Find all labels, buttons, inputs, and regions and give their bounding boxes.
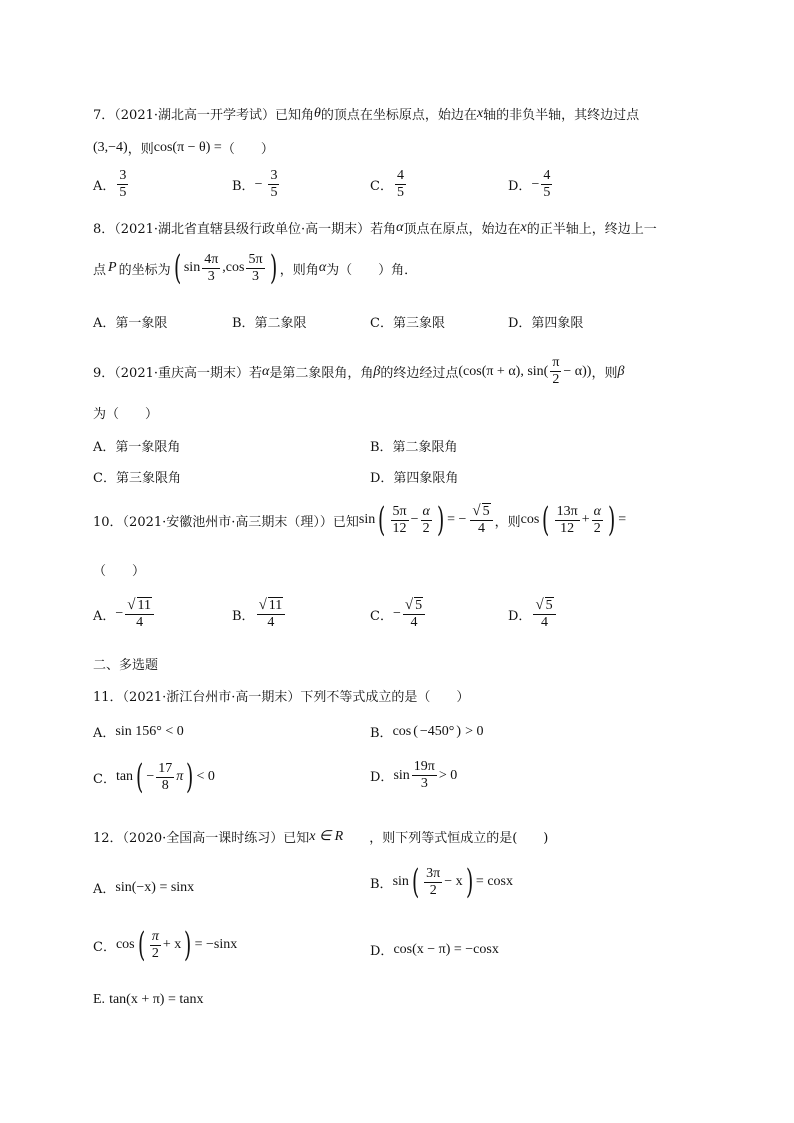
option-fraction [125,598,154,630]
option-fraction [424,867,442,898]
q9-point-part2: − α)) [563,363,592,379]
q8-alpha: α [396,219,404,235]
option-label: B． [232,608,255,624]
numerator: 3 [270,168,278,183]
option-label: A． [93,179,116,194]
q9-mid: 是第二象限角，角 [269,366,374,381]
option-label: B． [370,726,393,741]
option-label: A． [93,608,116,624]
q9-stem [93,356,624,387]
option-label: A． [93,882,116,897]
q9-tail: 的终边经过点 [380,366,459,381]
q7-ask: ，则 [127,142,154,157]
denominator: 2 [593,520,601,536]
option-expression-rel: > 0 [465,723,484,739]
q8-x: x [520,219,527,235]
option-expression-tan: tan [115,769,134,784]
option-expression-cos: cos [392,723,412,739]
option-fraction [412,760,437,791]
q8-comma-cos: ,cos [222,260,245,275]
option-expression: cos(x − π) = −cosx [393,941,499,957]
option-expression-sin: sin [393,767,410,783]
q11-option-a [93,722,184,741]
denominator: 3 [420,776,428,791]
q9-point-part1: (cos(π + α), sin( [458,363,549,379]
numerator: α [593,503,601,519]
right-paren: ) [184,925,192,965]
denominator: 2 [422,520,430,536]
denominator: 8 [161,777,169,793]
q12-tail: ，则下列等式恒成立的是( ) [369,831,549,846]
option-label: A． [93,726,116,741]
q12-option-a [93,878,194,897]
q7-stem [93,104,639,123]
right-paren: ) [436,500,445,540]
q8-stem [93,218,657,237]
option-sign: − [531,176,540,192]
q9-option-d: D．第四象限角 [370,471,459,486]
q8-line2c: ，则角 [279,262,319,278]
q8-line2b: 的坐标为 [118,262,171,278]
numerator: α [422,503,430,519]
option-label: C． [370,179,393,194]
numerator: 4π [204,251,219,267]
radical-sign: √ [472,503,481,519]
numerator: 5π [248,251,263,267]
left-paren: ( [411,862,420,902]
numerator: 3 [119,168,127,183]
q10-plus: + [581,512,590,527]
radical-sign: √ [404,597,414,613]
left-paren: ( [173,248,181,288]
radical-sign: √ [535,597,544,613]
denominator: 12 [560,520,575,536]
option-fraction [533,598,555,630]
q8-option-d: D．第四象限 [508,316,584,331]
q7-option-d [508,169,554,200]
denominator: 2 [429,882,437,898]
q9-alpha: α [262,363,270,379]
q12-option-d [370,940,499,959]
q8-lead: 8．（2021·湖北省直辖县级行政单位·高一期末）若角 [93,222,397,237]
denominator: 3 [251,268,259,284]
q9-stem-line2: 为（ ） [93,407,159,422]
denominator: 2 [151,945,159,961]
option-fraction [156,762,174,793]
q8-option-b: B．第二象限 [232,316,307,331]
q12-option-c [93,925,238,965]
q7-option-c [370,169,408,200]
numerator: π [151,928,159,944]
q7-x: x [476,105,484,121]
denominator: 12 [392,520,407,536]
q12-lead: 12．（2020·全国高一课时练习）已知 [93,831,310,846]
numerator: 5π [392,503,407,519]
denominator: 4 [478,521,486,536]
radicand: 5 [482,504,490,519]
section-heading: 二、多选题 [93,658,159,673]
q10-option-b [232,598,287,630]
denominator: 5 [543,185,551,200]
q11-stem: 11．（2021·浙江台州市·高一期末）下列不等式成立的是（ ） [93,690,470,705]
q10-minus: − [410,512,419,527]
numerator: 3π [426,865,441,881]
option-expression: sin 156° < 0 [115,723,184,739]
option-expression-cos: cos [115,937,135,952]
q10-option-c [370,598,427,630]
q8-stem-line2 [93,248,418,288]
left-paren: ( [378,500,386,540]
q8-option-a: A．第一象限 [93,316,168,331]
q7-expr: cos(π − θ) = [153,139,222,155]
q7-blank: （ ） [221,142,274,157]
q7-stem-line2 [93,138,274,157]
q8-tail: 的正半轴上，终边上一 [526,222,657,237]
option-fraction [150,930,161,961]
q11-option-c [93,757,215,797]
option-label: D． [508,179,532,194]
left-paren: ( [136,757,144,797]
option-label: D． [370,944,394,959]
q7-point: (3,−4) [93,139,128,155]
q10-stem [93,500,627,540]
q7-tail: 轴的非负半轴，其终边过点 [483,108,640,123]
q8-fraction-1 [202,253,220,284]
denominator: 3 [207,268,215,284]
option-fraction [257,598,286,630]
numerator: 13π [556,503,578,519]
q9-tail2: ，则 [591,366,618,381]
numerator: 4 [543,168,551,183]
right-paren: ) [186,757,194,797]
q7-option-b [232,169,281,200]
option-label: D． [508,608,532,624]
q10-then: ，则 [494,514,521,530]
q7-lead: 7．（2021·湖北高一开学考试）已知角 [93,108,314,123]
option-label: E. [93,992,106,1007]
option-label: C． [370,608,393,624]
q9-option-b: B．第二象限角 [370,440,458,455]
option-expression: tan(x + π) = tanx [109,992,204,1007]
option-fraction [117,169,128,200]
radical-sign: √ [127,597,136,613]
option-minus-x: − x [444,874,463,889]
q10-blank: （ ） [93,564,146,579]
option-sign: − [254,176,263,192]
q9-option-c: C．第三象限角 [93,471,181,486]
q7-theta: θ [314,105,321,121]
q10-equals-2: = [618,512,627,527]
q8-point-p: P [108,260,117,275]
q12-stem [93,827,548,846]
q10-equals: = − [447,512,467,527]
option-label: B． [232,179,255,194]
option-sign: − [115,606,124,621]
q9-beta: β [373,363,381,379]
denominator: 5 [119,185,127,200]
q11-option-d [370,760,457,791]
option-expression-rel: < 0 [196,769,215,784]
q10-option-d [508,598,558,630]
option-label: C． [93,939,116,955]
option-expression: sin(−x) = sinx [115,879,195,895]
q10-cos: cos [520,512,540,527]
numerator: 19π [413,759,435,774]
q12-condition: x ∈ R [309,829,344,844]
option-expression-sin: sin [392,874,409,889]
q8-mid: 顶点在原点，始边在 [403,222,521,237]
q12-option-e [93,992,203,1008]
radicand: 5 [415,598,423,613]
denominator: 4 [541,615,549,630]
q8-alpha-2: α [318,260,327,275]
numerator: 17 [158,760,173,776]
option-equals: = cosx [475,874,513,889]
q12-option-b [370,862,513,902]
numerator: π [552,355,560,370]
left-paren: ( [137,925,145,965]
option-equals: = −sinx [194,937,238,952]
option-minus: − [146,769,155,784]
q9-option-a: A．第一象限角 [93,440,181,455]
q10-frac-a2 [421,505,432,536]
denominator: 4 [410,615,418,630]
option-label: D． [370,770,394,785]
denominator: 4 [136,615,144,630]
q9-beta-2: β [617,363,625,379]
q10-frac-result [470,504,492,536]
option-expression-arg: −450° [419,723,455,739]
radical-sign: √ [258,597,267,613]
left-paren: ( [542,500,550,540]
q11-option-b: B． cos ( −450° ) > 0 [370,723,484,741]
option-pi: π [176,769,184,784]
radicand: 5 [545,598,553,613]
q8-fraction-2 [246,253,264,284]
denominator: 4 [267,615,275,630]
q8-line2d: 为（ ）角． [326,262,418,278]
denominator: 5 [270,185,278,200]
q10-lead: 10．（2021·安徽池州市·高三期末（理））已知 [93,514,359,530]
denominator: 2 [552,372,560,387]
q10-frac-b1 [555,505,580,536]
option-label: C． [93,771,116,787]
radicand: 11 [137,598,152,613]
q7-option-a [93,169,130,200]
option-fraction [268,169,279,200]
right-paren: ) [269,248,277,288]
option-expression-rel: > 0 [438,767,458,783]
q10-option-a [93,598,156,630]
q8-line2a: 点 [93,262,107,278]
q8-option-c: C．第三象限 [370,316,445,331]
option-fraction [541,169,552,200]
right-paren: ) [607,500,616,540]
q10-sin: sin [358,512,376,527]
q9-lead: 9．（2021·重庆高一期末）若 [93,366,262,381]
q10-frac-a1 [391,505,409,536]
right-paren: ) [465,862,473,902]
option-sign: − [392,606,401,621]
q10-frac-b2 [592,505,603,536]
q7-mid: 的顶点在坐标原点，始边在 [320,108,477,123]
denominator: 5 [396,185,404,200]
q8-sin: sin [183,260,201,275]
numerator: 4 [396,168,404,183]
option-plus-x: + x [162,937,182,952]
option-fraction [403,598,425,630]
option-label: B． [370,876,393,892]
radicand: 11 [268,598,283,613]
option-fraction [395,169,406,200]
q9-fraction [550,356,561,387]
